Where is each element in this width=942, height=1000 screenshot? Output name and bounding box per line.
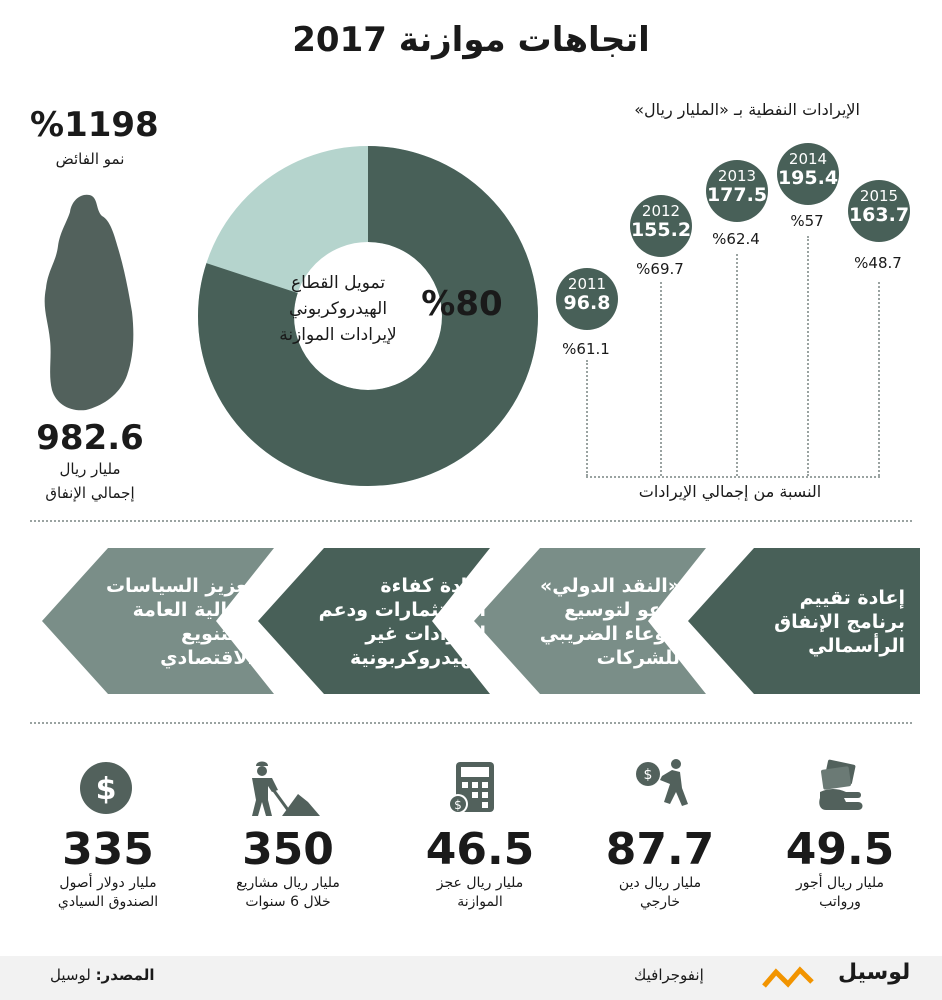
dollar-icon [78, 760, 134, 816]
step-3-line: الإيرادات غير [365, 623, 486, 645]
stat-desc-line: خلال 6 سنوات [245, 894, 331, 910]
share-label-2011: %61.1 [562, 340, 610, 358]
cash-hand-icon [812, 758, 868, 814]
stat-desc-line: مليار ريال مشاريع [236, 875, 340, 891]
stat-desc-line: خارجي [639, 894, 680, 910]
step-1-text [735, 586, 905, 658]
value-label-2012: 155.2 [630, 219, 692, 241]
step-2-line: يدعو لتوسيع [564, 599, 680, 621]
surplus-growth-label: نمو الفائض [55, 150, 125, 168]
step-3-line: زيادة كفاءة [380, 575, 486, 597]
revenue-share-axis-label: النسبة من إجمالي الإيرادات [638, 482, 822, 501]
oil-revenue-heading: الإيرادات النفطية بـ «المليار ريال» [634, 100, 860, 119]
share-label-2014: %57 [790, 212, 824, 230]
step-3-line: الاستثمارات ودعم [318, 599, 486, 621]
source-credit [50, 966, 154, 984]
stat-wages [750, 826, 930, 912]
step-4-line: والتنويع [181, 623, 254, 645]
donut-text-line-3: لإيرادات الموازنة [279, 325, 397, 345]
surplus-growth-value: %1198 [30, 105, 159, 145]
stat-projects [198, 826, 378, 912]
share-label-2015: %48.7 [854, 254, 902, 272]
guide-baseline [586, 476, 880, 478]
year-label-2014: 2014 [788, 150, 828, 168]
section-divider [30, 520, 912, 522]
step-2-line: الوعاء الضريبي [539, 623, 680, 645]
value-label-2014: 195.4 [777, 167, 839, 189]
guide-line-2012 [660, 282, 662, 476]
value-label-2013: 177.5 [706, 184, 768, 206]
step-2-text [520, 574, 680, 670]
page-title: اتجاهات موازنة 2017 [292, 20, 650, 60]
step-2-line: «النقد الدولي» [539, 575, 680, 597]
step-4-line: الاقتصادي [160, 647, 254, 669]
year-label-2011: 2011 [567, 275, 607, 293]
total-spending-unit: مليار ريال [59, 460, 121, 478]
svg-text:$: $ [454, 798, 462, 812]
stat-desc-line: مليار ريال دين [618, 875, 702, 891]
bubble-2015 [848, 180, 910, 242]
value-label-2011: 96.8 [563, 292, 611, 314]
bubble-2012 [630, 195, 692, 257]
value-label-2015: 163.7 [848, 204, 910, 226]
stat-desc-line: الموازنة [457, 894, 503, 910]
debt-bag-icon [632, 754, 692, 814]
donut-percent-label: %80 [421, 284, 503, 324]
bubble-2013 [706, 160, 768, 222]
year-label-2013: 2013 [717, 167, 757, 185]
svg-text:$: $ [95, 772, 117, 807]
qatar-map-icon [40, 190, 140, 415]
step-1-line: إعادة تقييم [799, 587, 905, 609]
source-value: لوسيل [50, 966, 91, 984]
brand-logo-icon [762, 962, 838, 992]
guide-line-2011 [586, 360, 588, 476]
total-spending-value: 982.6 [36, 418, 144, 458]
step-1-line: برنامج الإنفاق [774, 611, 905, 633]
bubble-2011 [556, 268, 618, 330]
stat-budget-deficit [390, 826, 570, 912]
section-divider [30, 722, 912, 724]
share-label-2012: %69.7 [636, 260, 684, 278]
stat-value: 49.5 [785, 824, 895, 875]
stat-sovereign-fund [18, 826, 198, 912]
donut-center-text [268, 270, 408, 348]
stat-desc-line: الصندوق السيادي [57, 894, 159, 910]
donut-text-line-2: الهيدروكربوني [288, 299, 388, 319]
donut-text-line-1: تمويل القطاع [290, 273, 386, 293]
step-3-line: الهيدروكربونية [350, 647, 486, 669]
total-spending-label: إجمالي الإنفاق [45, 484, 135, 502]
guide-line-2015 [878, 282, 880, 476]
worker-icon [242, 758, 322, 818]
step-1-line: الرأسمالي [808, 635, 905, 657]
bubble-2014 [777, 143, 839, 205]
step-4-line: تعزيز السياسات [105, 575, 254, 597]
source-label: المصدر: [95, 966, 155, 984]
stat-value: 335 [62, 824, 154, 875]
stat-desc-line: مليار ريال أجور [796, 875, 884, 891]
svg-text:$: $ [643, 767, 653, 783]
step-4-text [86, 574, 254, 670]
stat-value: 46.5 [425, 824, 535, 875]
stat-desc-line: مليار ريال عجز [436, 875, 524, 891]
stat-value: 350 [242, 824, 334, 875]
stat-desc-line: مليار دولار أصول [59, 875, 157, 891]
calculator-icon [448, 760, 498, 818]
step-2-line: للشركات [596, 647, 680, 669]
guide-line-2014 [807, 236, 809, 476]
section-label: إنفوجرافيك [634, 966, 704, 984]
stat-external-debt [570, 826, 750, 912]
step-3-text [300, 574, 486, 670]
share-label-2013: %62.4 [712, 230, 760, 248]
brand-name: لوسيل [838, 960, 911, 985]
guide-line-2013 [736, 254, 738, 476]
stat-desc-line: ورواتب [819, 894, 861, 910]
year-label-2012: 2012 [641, 202, 681, 220]
stat-value: 87.7 [605, 824, 715, 875]
step-4-line: المالية العامة [132, 599, 254, 621]
year-label-2015: 2015 [859, 187, 899, 205]
